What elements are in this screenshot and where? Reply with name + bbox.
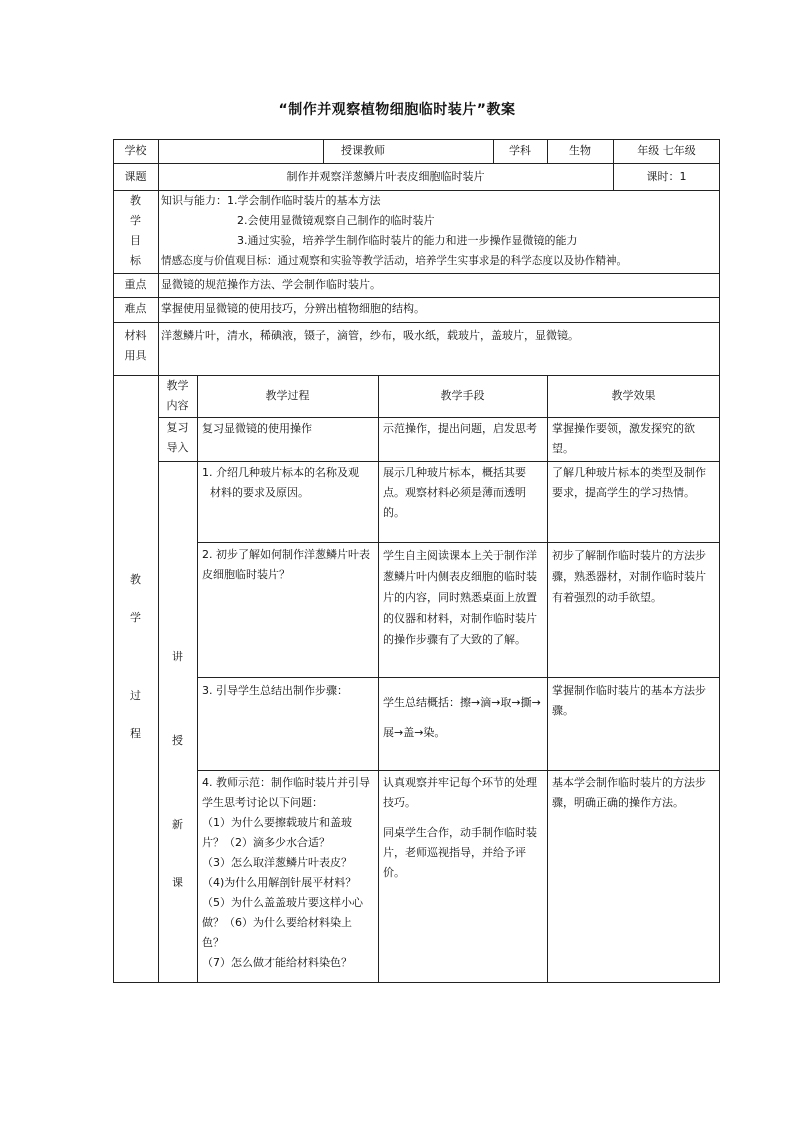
goals-content [158, 190, 720, 273]
process-label [113, 568, 158, 808]
difficulty-value: 掌握使用显微镜的使用技巧，分辨出植物细胞的结构。 [161, 302, 425, 315]
new-lesson-char: 授 [172, 734, 183, 747]
review-procedure: 复习显微镜的使用操作 [202, 422, 312, 435]
procedure-header: 教学过程 [265, 389, 310, 402]
content-header [158, 375, 197, 417]
document-title: “制作并观察植物细胞临时装片”教案 [278, 102, 516, 118]
step-4-procedure-line: （5）为什么盖盖玻片要这样小心做？（6）为什么要给材料染上色？ [202, 896, 363, 949]
subject-label: 学科 [509, 144, 531, 157]
review-effect: 掌握操作要领，激发探究的欲望。 [552, 422, 695, 455]
effect-header: 教学效果 [611, 389, 656, 402]
step-4-procedure-line: （3）怎么取洋葱鳞片叶表皮？ [202, 856, 352, 869]
topic-value: 制作并观察洋葱鳞片叶表皮细胞临时装片 [286, 170, 485, 183]
step-4-procedure [197, 770, 378, 983]
goal-microscope: 2.会使用显微镜观察自己制作的临时装片 [237, 214, 435, 227]
process-label-char: 程 [130, 727, 141, 740]
goals-label-char: 目 [130, 234, 141, 247]
means-header: 教学手段 [440, 389, 485, 402]
difficulty-label: 难点 [124, 302, 147, 315]
materials-label-line: 用具 [124, 349, 147, 362]
step-3-means: 学生总结概括：擦→滴→取→撕→展→盖→染。 [383, 696, 541, 739]
materials-value: 洋葱鳞片叶，清水，稀碘液，镊子，滴管，纱布，吸水纸，载玻片，盖玻片，显微镜。 [161, 329, 579, 342]
step-3-procedure: 3. 引导学生总结出制作步骤： [202, 684, 348, 697]
content-header-line: 教学 [166, 379, 189, 392]
step-1-effect: 了解几种玻片标本的类型及制作要求，提高学生的学习热情。 [552, 466, 706, 499]
step-2-means: 学生自主阅读课本上关于制作洋葱鳞片叶内侧表皮细胞的临时装片的内容，同时熟悉桌面上放置的仪器和材料，对制作临时装片的操作步骤有了大致的了解。 [383, 549, 537, 646]
new-lesson-char: 课 [172, 876, 183, 889]
step-4-means-line: 认真观察并牢记每个环节的处理技巧。 [383, 776, 537, 809]
materials-label [113, 322, 158, 375]
step-4-procedure-line: 4. 教师示范：制作临时装片并引导学生思考讨论以下问题： [202, 776, 370, 809]
goal-attitude: 情感态度与价值观目标：通过观察和实验等教学活动，培养学生实事求是的科学态度以及协作精神。 [161, 255, 628, 267]
new-lesson-label [158, 645, 197, 925]
review-label-line: 导入 [166, 441, 189, 454]
key-point-label: 重点 [124, 278, 147, 291]
new-lesson-char: 新 [172, 818, 183, 831]
topic-label: 课题 [124, 170, 147, 183]
step-1-means: 展示几种玻片标本，概括其要点。观察材料必须是薄而透明的。 [383, 466, 526, 519]
goals-label-char: 标 [130, 254, 141, 267]
new-lesson-char: 讲 [172, 650, 183, 663]
goals-label-char: 学 [130, 214, 141, 227]
goals-label [113, 190, 158, 273]
step-4-means [378, 770, 547, 983]
goals-label-char: 教 [130, 194, 141, 207]
step-1-procedure-line: 材料的要求及原因。 [210, 486, 309, 499]
step-1-procedure [197, 461, 378, 542]
key-point-value: 显微镜的规范操作方法、学会制作临时装片。 [161, 278, 381, 291]
teacher-label: 授课教师 [341, 144, 385, 157]
process-label-char: 教 [130, 573, 141, 586]
review-means: 示范操作，提出问题，启发思考 [383, 422, 537, 435]
school-label: 学校 [124, 144, 147, 157]
step-4-effect: 基本学会制作临时装片的方法步骤，明确正确的操作方法。 [552, 776, 706, 809]
step-4-procedure-line: （1）为什么要擦载玻片和盖玻片？（2）滴多少水合适？ [202, 816, 352, 849]
step-2-effect: 初步了解制作临时装片的方法步骤，熟悉器材，对制作临时装片有着强烈的动手欲望。 [552, 549, 706, 604]
goal-ability: 3.通过实验，培养学生制作临时装片的能力和进一步操作显微镜的能力 [237, 234, 578, 247]
step-4-means-line: 同桌学生合作，动手制作临时装片，老师巡视指导，并给予评价。 [383, 826, 537, 879]
subject-value: 生物 [569, 144, 591, 157]
content-header-line: 内容 [166, 399, 189, 412]
step-4-procedure-line: （7）怎么做才能给材料染色？ [202, 956, 352, 969]
step-1-procedure-line: 1. 介绍几种玻片标本的名称及观 [202, 466, 359, 479]
materials-label-line: 材料 [124, 329, 147, 342]
review-label [158, 417, 197, 461]
step-4-procedure-line: （4)为什么用解剖针展平材料？ [202, 876, 357, 889]
step-3-effect: 掌握制作临时装片的基本方法步骤。 [552, 684, 706, 717]
process-label-char: 学 [130, 611, 141, 624]
goal-knowledge: 知识与能力：1.学会制作临时装片的基本方法 [161, 194, 381, 207]
grade-value: 年级 七年级 [637, 144, 696, 157]
review-label-line: 复习 [166, 421, 189, 434]
lesson-hours: 课时：1 [646, 170, 687, 183]
step-2-procedure: 2. 初步了解如何制作洋葱鳞片叶表皮细胞临时装片？ [202, 548, 370, 581]
process-label-char: 过 [130, 689, 141, 702]
